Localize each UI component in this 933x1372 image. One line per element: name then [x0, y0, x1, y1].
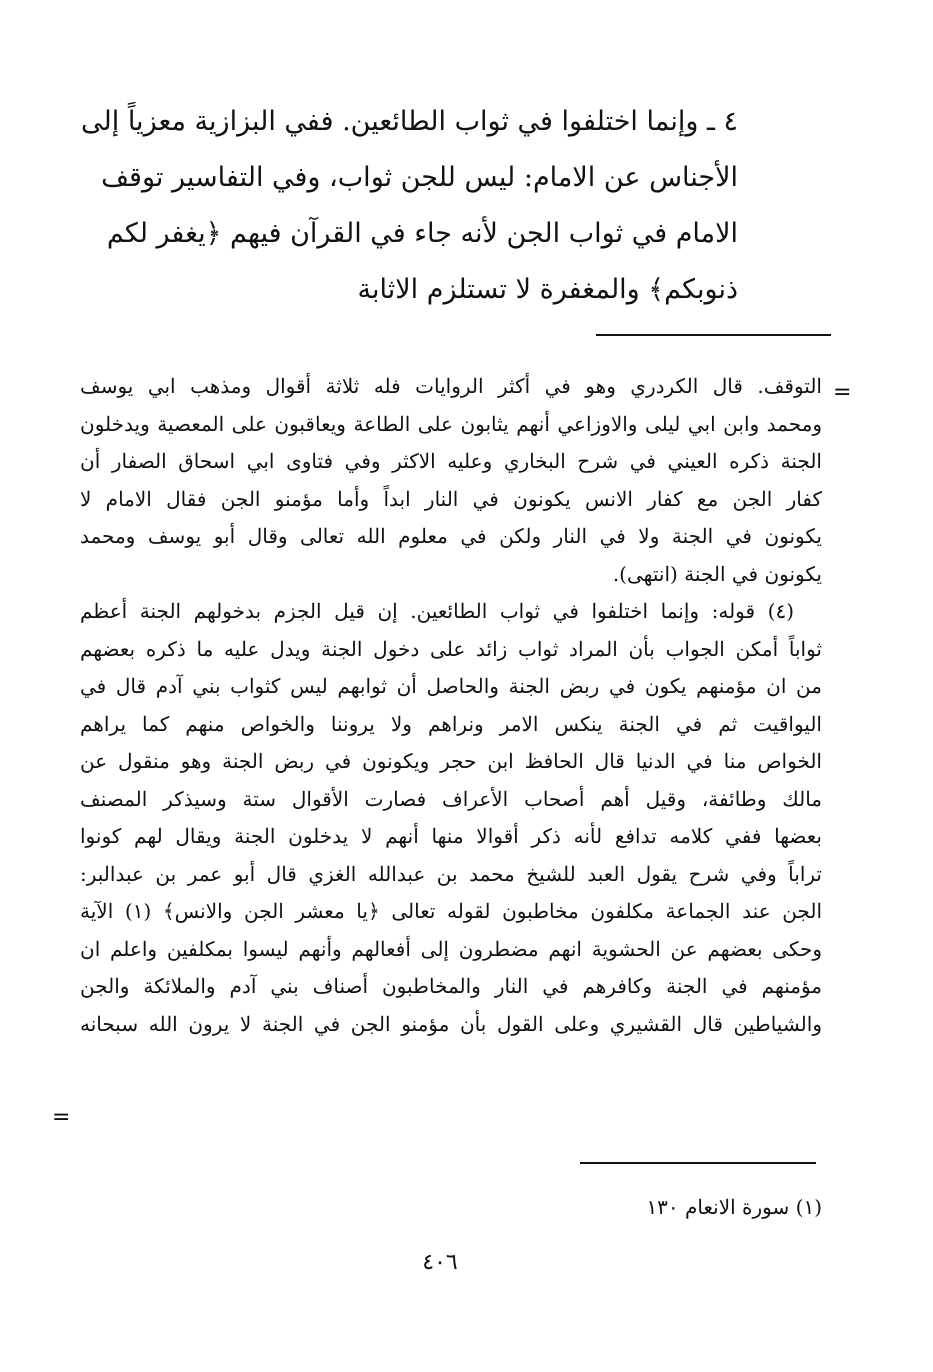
commentary-line: اليواقيت ثم في الجنة ينكس الامر ونراهم ولا يروننا والخواص منهم كما يراهم — [80, 711, 822, 736]
commentary-line: التوقف. قال الكردري وهو في أكثر الروايات فله ثلاثة أقوال ومذهب ابي يوسف — [80, 374, 822, 398]
commentary-line: الخواص منا في الدنيا قال الحافظ ابن حجر ويكونون في ربض الجنة وهو منقول عن — [80, 749, 822, 773]
commentary-text — [80, 368, 822, 1043]
main-line: ذنوبكم﴾ والمغفرة لا تستلزم الاثابة — [357, 274, 738, 305]
main-divider — [596, 334, 831, 336]
commentary-line: وحكى بعضهم عن الحشوية انهم مضطرون إلى أفعالهم وأنهم ليسوا بمكلفين واعلم ان — [80, 936, 822, 961]
main-line: الأجناس عن الامام: ليس للجن ثواب، وفي التفاسير توقف — [101, 162, 738, 193]
commentary-line: والشياطين قال القشيري وعلى القول بأن مؤمنو الجن في الجنة لا يرون الله سبحانه — [80, 1011, 822, 1036]
continuation-mark-end: = — [52, 1105, 71, 1130]
commentary-line: يكونون في الجنة ولا في النار ولكن في معلوم الله تعالى وقال أبو يوسف ومحمد — [80, 524, 822, 548]
main-line: ٤ ـ وإنما اختلفوا في ثواب الطائعين. ففي البزازية معزياً إلى — [81, 106, 738, 137]
continuation-mark-start: = — [833, 380, 852, 405]
footnote: (١) سورة الانعام ١٣٠ — [646, 1195, 822, 1219]
commentary-line: كفار الجن مع كفار الانس يكونون في النار ابداً وأما مؤمنو الجن فقال الامام لا — [80, 486, 822, 511]
commentary-line: (٤) قوله: وإنما اختلفوا في ثواب الطائعين. إن قيل الجزم بدخولهم الجنة أعظم — [80, 599, 794, 623]
commentary-line: يكونون في الجنة (انتهى). — [612, 561, 822, 586]
footnote-divider — [580, 1162, 816, 1164]
commentary-line: من ان مؤمنهم يكون في ربض الجنة والحاصل أن ثوابهم ليس كثواب بني آدم قال في — [80, 674, 822, 698]
commentary-line: تراباً وفي شرح يقول العبد للشيخ محمد بن عبدالله الغزي قال أبو عمر بن عبدالبر: — [80, 861, 822, 886]
commentary-line: بعضها ففي كلامه تدافع لأنه ذكر أقوالا منها أنهم لا يدخلون الجنة ويقال لهم كونوا — [80, 824, 822, 848]
commentary-line: ومحمد وابن ابي ليلى والاوزاعي أنهم يثابون على الطاعة ويعاقبون على المعصية ويدخلون — [80, 411, 822, 436]
commentary-line: الجنة ذكره العيني في شرح البخاري وعليه الاكثر وفي فتاوى ابي اسحاق الصفار أن — [80, 449, 822, 473]
commentary-line: مؤمنهم في الجنة وكافرهم في النار والمخاطبون أصناف بني آدم والملائكة والجن — [80, 974, 822, 998]
commentary-line: الجن عند الجماعة مكلفون مخاطبون لقوله تعالى ﴿يا معشر الجن والانس﴾ (١) الآية — [80, 899, 822, 923]
page-number: ٤٠٦ — [422, 1250, 458, 1275]
commentary-line: مالك وطائفة، وقيل أهم أصحاب الأعراف فصارت الأقوال ستة وسيذكر المصنف — [80, 786, 822, 811]
main-line: الامام في ثواب الجن لأنه جاء في القرآن فيهم ﴿يغفر لكم — [106, 218, 738, 249]
main-text — [78, 94, 738, 318]
commentary-line: ثواباً أمكن الجواب بأن المراد ثواب زائد على دخول الجنة ويدل عليه ما ذكره بعضهم — [80, 636, 822, 661]
